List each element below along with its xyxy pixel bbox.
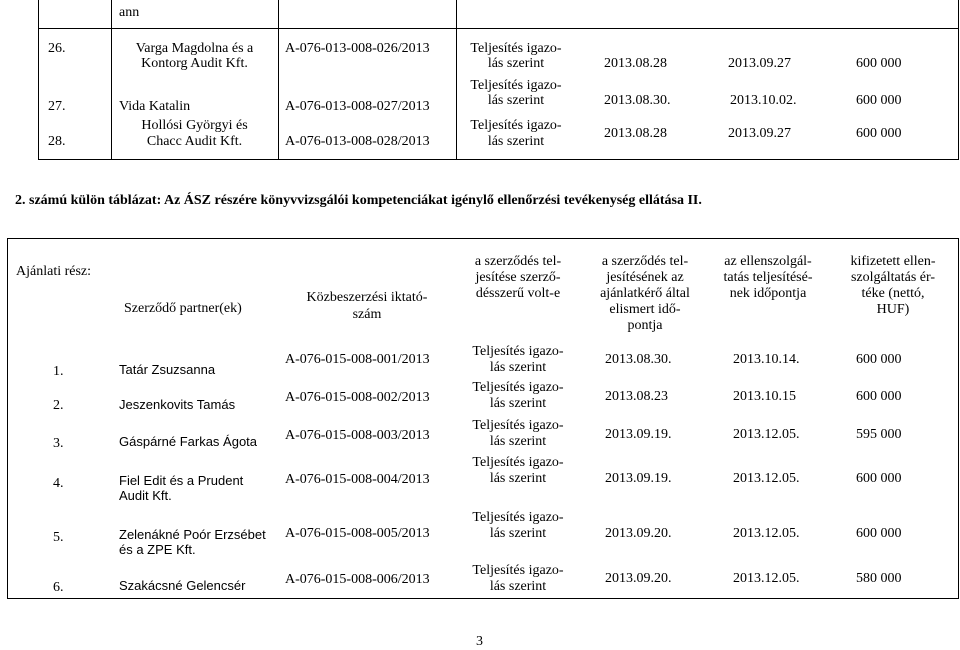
ack-date: 2013.08.28 xyxy=(604,126,667,141)
performance-type-line: Teljesítés igazo- xyxy=(470,78,562,93)
performance-type-line: Teljesítés igazo- xyxy=(472,418,564,433)
row-number: 5. xyxy=(53,530,64,545)
header-ack-date: pontja xyxy=(627,318,663,333)
counter-date: 2013.12.05. xyxy=(733,526,800,541)
ack-date: 2013.09.20. xyxy=(605,571,672,586)
partner-line: Szakácsné Gelencsér xyxy=(119,578,246,593)
header-partner: Szerződő partner(ek) xyxy=(124,301,242,316)
header-amount: téke (nettó, xyxy=(861,286,925,301)
performance-type-line: lás szerint xyxy=(489,471,547,486)
header-ack-date: elismert idő- xyxy=(609,302,681,317)
procurement-id: A-076-013-008-026/2013 xyxy=(285,41,430,56)
procurement-id: A-076-015-008-005/2013 xyxy=(285,526,430,541)
partner-line: Fiel Edit és a Prudent xyxy=(119,473,244,488)
header-performance-type: jesítése szerző- xyxy=(475,270,561,285)
header-offer-part: Ajánlati rész: xyxy=(16,264,92,279)
counter-date: 2013.10.15 xyxy=(733,389,796,404)
performance-type-line: lás szerint xyxy=(489,579,547,594)
ack-date: 2013.08.30. xyxy=(605,352,672,367)
performance-type-line: Teljesítés igazo- xyxy=(472,455,564,470)
partner-line: Audit Kft. xyxy=(119,488,172,503)
ack-date: 2013.08.23 xyxy=(605,389,668,404)
partner-line: Varga Magdolna és a xyxy=(135,41,254,56)
row-number: 2. xyxy=(53,398,64,413)
amount: 580 000 xyxy=(856,571,902,586)
ack-date: 2013.09.20. xyxy=(605,526,672,541)
partner-line: Hollósi Györgyi és xyxy=(141,118,248,133)
performance-type-line: Teljesítés igazo- xyxy=(472,510,564,525)
procurement-id: A-076-015-008-004/2013 xyxy=(285,472,430,487)
partner-line: Vida Katalin xyxy=(119,99,191,114)
performance-type-line: Teljesítés igazo- xyxy=(470,118,562,133)
performance-type-line: lás szerint xyxy=(489,396,547,411)
amount: 600 000 xyxy=(856,389,902,404)
counter-date: 2013.10.02. xyxy=(730,93,797,108)
counter-date: 2013.10.14. xyxy=(733,352,800,367)
ack-date: 2013.08.28 xyxy=(604,56,667,71)
header-amount: szolgáltatás ér- xyxy=(850,270,936,285)
amount: 600 000 xyxy=(856,352,902,367)
performance-type-line: lás szerint xyxy=(487,56,545,71)
performance-type-line: lás szerint xyxy=(487,134,545,149)
procurement-id: A-076-015-008-003/2013 xyxy=(285,428,430,443)
performance-type-line: Teljesítés igazo- xyxy=(472,563,564,578)
row-number: 27. xyxy=(48,99,66,114)
amount: 600 000 xyxy=(856,471,902,486)
header-ack-date: ajánlatkérő által xyxy=(600,286,690,301)
performance-type-line: lás szerint xyxy=(487,93,545,108)
header-counter-date: tatás teljesítésé- xyxy=(723,270,813,285)
procurement-id: A-076-013-008-028/2013 xyxy=(285,134,430,149)
header-amount: kifizetett ellen- xyxy=(850,254,936,269)
page-number: 3 xyxy=(476,634,483,649)
header-counter-date: az ellenszolgál- xyxy=(724,254,812,269)
performance-type-line: Teljesítés igazo- xyxy=(472,344,564,359)
header-performance-type: désszerű volt-e xyxy=(475,286,561,301)
header-counter-date: nek időpontja xyxy=(729,286,807,301)
procurement-id: A-076-015-008-001/2013 xyxy=(285,352,430,367)
row-number: 1. xyxy=(53,364,64,379)
procurement-id: A-076-013-008-027/2013 xyxy=(285,99,430,114)
partner-line: Chacc Audit Kft. xyxy=(146,134,243,149)
performance-type-line: Teljesítés igazo- xyxy=(470,41,562,56)
partner-line: és a ZPE Kft. xyxy=(119,542,196,557)
counter-date: 2013.09.27 xyxy=(728,126,791,141)
counter-date: 2013.12.05. xyxy=(733,571,800,586)
counter-date: 2013.09.27 xyxy=(728,56,791,71)
partner-line: Jeszenkovits Tamás xyxy=(119,397,236,412)
header-performance-type: a szerződés tel- xyxy=(474,254,562,269)
amount: 595 000 xyxy=(856,427,902,442)
header-ack-date: jesítésének az xyxy=(606,270,684,285)
partner-line: Tatár Zsuzsanna xyxy=(119,362,216,377)
row-number: 26. xyxy=(48,41,66,56)
procurement-id: A-076-015-008-002/2013 xyxy=(285,390,430,405)
ack-date: 2013.08.30. xyxy=(604,93,671,108)
header-amount: HUF) xyxy=(876,302,910,317)
procurement-id: A-076-015-008-006/2013 xyxy=(285,572,430,587)
amount: 600 000 xyxy=(856,93,902,108)
performance-type-line: lás szerint xyxy=(489,526,547,541)
row-number: 6. xyxy=(53,580,64,595)
header-procurement-id: Közbeszerzési iktató- xyxy=(306,290,428,305)
table-caption: 2. számú külön táblázat: Az ÁSZ részére könyvvizsgálói kompetenciákat igénylő ellenőrzési tevékenység ellátása II. xyxy=(15,193,702,208)
amount: 600 000 xyxy=(856,526,902,541)
partner-line: Zelenákné Poór Erzsébet xyxy=(119,527,266,542)
amount: 600 000 xyxy=(856,126,902,141)
performance-type-line: lás szerint xyxy=(489,434,547,449)
amount: 600 000 xyxy=(856,56,902,71)
ack-date: 2013.09.19. xyxy=(605,471,672,486)
counter-date: 2013.12.05. xyxy=(733,471,800,486)
continued-text: ann xyxy=(119,5,140,20)
counter-date: 2013.12.05. xyxy=(733,427,800,442)
partner-line: Kontorg Audit Kft. xyxy=(141,56,248,71)
performance-type-line: Teljesítés igazo- xyxy=(472,380,564,395)
header-procurement-id: szám xyxy=(352,307,382,322)
row-number: 28. xyxy=(48,134,66,149)
header-ack-date: a szerződés tel- xyxy=(601,254,689,269)
performance-type-line: lás szerint xyxy=(489,360,547,375)
row-number: 3. xyxy=(53,436,64,451)
row-number: 4. xyxy=(53,476,64,491)
ack-date: 2013.09.19. xyxy=(605,427,672,442)
partner-line: Gáspárné Farkas Ágota xyxy=(119,434,258,449)
